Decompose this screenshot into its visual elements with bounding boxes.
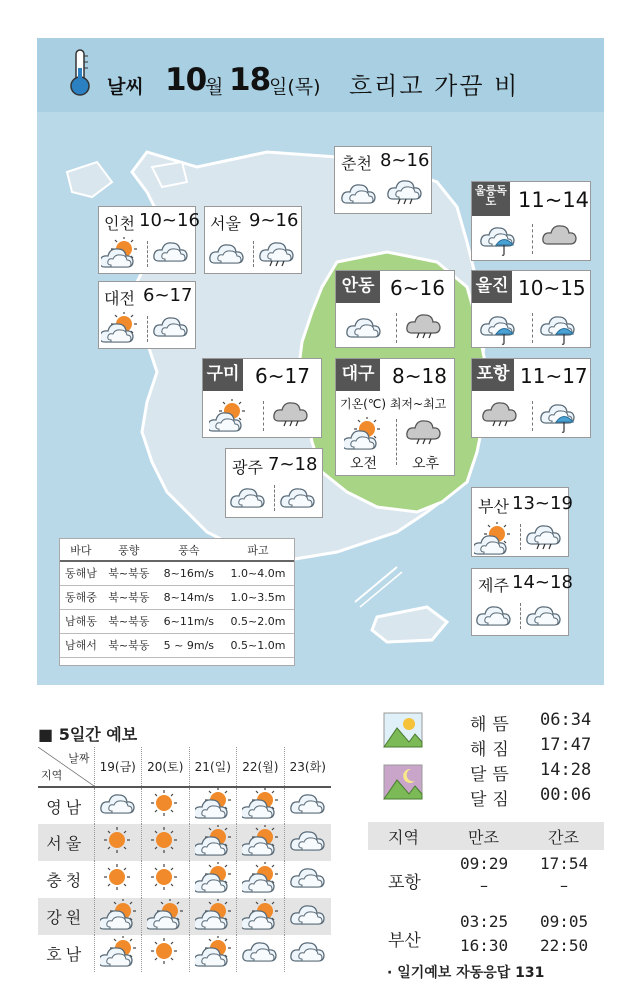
header-day: 18 [229, 62, 271, 98]
divider [396, 419, 397, 465]
forecast-date: 23(화) [284, 747, 331, 787]
divider [532, 313, 533, 343]
city-temp: 6~17 [255, 364, 310, 388]
cloud-gray-icon [542, 222, 578, 252]
forecast-cell [284, 898, 331, 935]
umbrella-rain-icon [540, 399, 578, 433]
city-tag: 울진 [472, 271, 512, 303]
sunny-icon [147, 789, 183, 819]
forecast-cell [237, 824, 285, 861]
forecast-cell [142, 787, 190, 824]
header-month: 10 [165, 62, 207, 98]
forecast-cell [284, 824, 331, 861]
city-card-jeju [471, 568, 573, 636]
cloudy-icon [100, 789, 136, 819]
forecast-row [38, 935, 331, 972]
divider [253, 241, 254, 267]
legend-pm: 오후 [412, 456, 440, 472]
cloud-gray-rain-icon [273, 399, 309, 431]
tide-high-1: 03:25 [460, 912, 509, 931]
sea-header: 풍속 [156, 539, 222, 561]
tide-region: 부산 [388, 931, 421, 951]
divider [532, 224, 533, 254]
city-tag: 대구 [336, 359, 380, 391]
city-temp: 13~19 [512, 493, 573, 514]
corner-region-label: 지역 [41, 769, 63, 782]
city-card-pohang [471, 358, 591, 438]
cloudy-icon [346, 313, 382, 343]
cloudy-icon [280, 483, 316, 513]
sunrise-icon [383, 712, 423, 748]
partly-cloudy-icon [100, 936, 136, 968]
tide-high-2: 16:30 [460, 936, 509, 955]
header-label: 날씨 [107, 76, 144, 98]
forecast-cell [94, 824, 142, 861]
forecast-date: 22(월) [237, 747, 285, 787]
partly-cloudy-icon [242, 788, 278, 820]
cloudy-icon [290, 826, 326, 856]
partly-cloudy-icon [242, 825, 278, 857]
sea-cell: 0.5~2.0m [222, 609, 294, 633]
forecast-corner [38, 747, 94, 787]
cloud-gray-rain-icon [406, 311, 442, 343]
sunrise-time: 06:34 [540, 710, 592, 730]
forecast-cell [94, 787, 142, 824]
city-temp: 10~16 [139, 210, 200, 231]
forecast-cell [237, 898, 285, 935]
tide-low-1: 17:54 [540, 854, 589, 873]
sea-row [60, 561, 294, 585]
partly-cloudy-icon [242, 862, 278, 894]
tide-low-2: 22:50 [540, 936, 589, 955]
sea-cell: 북~북동 [102, 609, 156, 633]
cloudy-rain-icon [387, 175, 423, 207]
sunny-icon [147, 937, 183, 967]
sunset-time: 17:47 [540, 735, 592, 755]
moonrise-label: 달뜸 [470, 765, 515, 785]
city-temp: 7~18 [268, 454, 318, 475]
forecast-cell [142, 824, 190, 861]
tide-header: 지역 [388, 828, 419, 847]
umbrella-rain-icon [480, 311, 518, 345]
city-name: 춘천 [341, 154, 372, 173]
sea-cell: 북~북동 [102, 561, 156, 585]
tide-table [368, 822, 604, 968]
sea-header-row [60, 539, 294, 561]
forecast-cell [94, 898, 142, 935]
forecast-region: 서울 [38, 824, 94, 861]
forecast-date: 21(일) [189, 747, 237, 787]
forecast-cell [284, 935, 331, 972]
forecast-cell [142, 861, 190, 898]
cloudy-icon [526, 601, 562, 631]
cloudy-icon [290, 900, 326, 930]
umbrella-rain-icon [540, 311, 578, 345]
partly-cloudy-icon [100, 899, 136, 931]
divider [520, 524, 521, 550]
forecast-cell [189, 935, 237, 972]
partly-cloudy-icon [195, 825, 231, 857]
cloudy-icon [230, 483, 266, 513]
forecast-cell [237, 787, 285, 824]
weather-map-panel [37, 38, 604, 685]
tide-header: 간조 [548, 828, 579, 847]
moonset-time: 00:06 [540, 785, 592, 805]
divider [274, 485, 275, 511]
forecast-table [38, 747, 331, 972]
partly-cloudy-icon [101, 312, 137, 344]
tide-row-busan [368, 910, 604, 968]
sea-cell: 8~16m/s [156, 561, 222, 585]
cloud-gray-rain-icon [482, 399, 518, 431]
forecast-row [38, 787, 331, 824]
partly-cloudy-icon [344, 417, 380, 451]
forecast-cell [189, 898, 237, 935]
divider [147, 316, 148, 342]
tide-row-pohang [368, 850, 604, 910]
sea-header: 바다 [60, 539, 102, 561]
tide-high-2: – [480, 876, 488, 895]
city-card-gwangju [225, 448, 323, 518]
sea-cell: 6~11m/s [156, 609, 222, 633]
sea-cell: 1.0~4.0m [222, 561, 294, 585]
header-condition: 흐리고 가끔 비 [349, 72, 520, 100]
partly-cloudy-icon [195, 862, 231, 894]
partly-cloudy-icon [101, 237, 137, 269]
tide-low-1: 09:05 [540, 912, 589, 931]
city-card-incheon [98, 206, 200, 274]
partly-cloudy-icon [195, 788, 231, 820]
forecast-region: 영남 [38, 787, 94, 824]
forecast-region: 강원 [38, 898, 94, 935]
moonrise-icon [383, 764, 423, 800]
sea-cell: 5 ~ 9m/s [156, 633, 222, 657]
thermometer-icon [67, 48, 93, 98]
phone-service-note: · 일기예보 자동응답 131 [387, 965, 545, 981]
legend-am: 오전 [350, 456, 378, 472]
sea-cell: 남해서 [60, 633, 102, 657]
partly-cloudy-icon [195, 899, 231, 931]
sunny-icon [147, 863, 183, 893]
forecast-cell [237, 861, 285, 898]
cloudy-icon [476, 601, 512, 631]
sea-cell: 동해남 [60, 561, 102, 585]
sea-header: 풍향 [102, 539, 156, 561]
sea-conditions-table [59, 538, 295, 666]
sea-cell: 북~북동 [102, 585, 156, 609]
partly-cloudy-icon [195, 936, 231, 968]
cloudy-rain-icon [526, 520, 562, 552]
tide-high-1: 09:29 [460, 854, 509, 873]
city-tag: 구미 [203, 359, 243, 391]
cloudy-icon [341, 179, 377, 209]
forecast-row [38, 824, 331, 861]
sea-cell: 남해동 [60, 609, 102, 633]
forecast-header-row [38, 747, 331, 787]
divider [520, 603, 521, 629]
city-temp: 9~16 [249, 210, 299, 231]
forecast-date: 19(금) [94, 747, 142, 787]
forecast-title: ■ 5일간 예보 [38, 725, 138, 744]
forecast-cell [284, 861, 331, 898]
header-day-unit: 일(목) [269, 76, 321, 98]
forecast-region: 충청 [38, 861, 94, 898]
city-name: 부산 [478, 497, 509, 516]
city-tag: 울릉독도 [472, 182, 510, 216]
city-tag: 안동 [336, 271, 380, 303]
city-tag: 포항 [472, 359, 514, 391]
city-name: 광주 [232, 458, 263, 477]
cloudy-icon [153, 312, 189, 342]
city-card-seoul [204, 206, 302, 274]
forecast-cell [237, 935, 285, 972]
forecast-region: 호남 [38, 935, 94, 972]
sunrise-label: 해뜸 [470, 715, 515, 735]
city-card-uljin [471, 270, 591, 348]
city-card-andong [335, 270, 455, 348]
cloudy-icon [290, 863, 326, 893]
forecast-row [38, 898, 331, 935]
sea-header: 파고 [222, 539, 294, 561]
cloudy-icon [242, 937, 278, 967]
tide-low-2: – [560, 876, 568, 895]
sea-row [60, 633, 294, 657]
city-name: 제주 [478, 576, 509, 595]
city-temp: 6~16 [390, 276, 445, 300]
moonset-label: 달짐 [470, 790, 515, 810]
city-card-busan [471, 487, 573, 557]
header-month-unit: 월 [205, 76, 224, 98]
city-card-daegu [335, 358, 455, 476]
city-card-daejeon [98, 281, 196, 349]
cloud-gray-rain-icon [406, 417, 442, 449]
partly-cloudy-icon [147, 899, 183, 931]
city-card-gumi [202, 358, 322, 438]
forecast-row [38, 861, 331, 898]
forecast-date: 20(토) [142, 747, 190, 787]
header-bar [37, 38, 604, 112]
sea-cell: 동해중 [60, 585, 102, 609]
forecast-cell [94, 861, 142, 898]
city-name: 서울 [210, 214, 241, 233]
legend-title: 기온(℃) 최저~최고 [340, 397, 447, 411]
forecast-cell [142, 935, 190, 972]
city-name: 인천 [104, 214, 135, 233]
forecast-cell [94, 935, 142, 972]
sea-row [60, 609, 294, 633]
city-temp: 10~15 [518, 276, 586, 300]
city-card-chuncheon [334, 146, 432, 214]
forecast-cell [189, 861, 237, 898]
tide-header-row [368, 822, 604, 850]
sunny-icon [100, 826, 136, 856]
city-temp: 8~16 [380, 150, 430, 171]
partly-cloudy-icon [242, 899, 278, 931]
forecast-cell [189, 787, 237, 824]
city-temp: 14~18 [512, 572, 573, 593]
sunset-label: 해짐 [470, 740, 515, 760]
divider [263, 401, 264, 431]
sea-cell: 1.0~3.5m [222, 585, 294, 609]
cloudy-icon [290, 937, 326, 967]
divider [396, 313, 397, 343]
moonrise-time: 14:28 [540, 760, 592, 780]
partly-cloudy-icon [474, 522, 510, 556]
divider [532, 401, 533, 431]
partly-cloudy-icon [209, 399, 245, 433]
city-card-ulleung [471, 181, 591, 261]
sea-cell: 0.5~1.0m [222, 633, 294, 657]
forecast-cell [284, 787, 331, 824]
divider [147, 241, 148, 267]
sea-cell: 8~14m/s [156, 585, 222, 609]
city-temp: 6~17 [143, 285, 193, 306]
umbrella-rain-icon [480, 222, 518, 256]
corner-date-label: 날짜 [68, 752, 90, 765]
sunny-icon [147, 826, 183, 856]
city-temp: 8~18 [392, 364, 447, 388]
cloudy-icon [153, 237, 189, 267]
forecast-cell [189, 824, 237, 861]
forecast-cell [142, 898, 190, 935]
cloudy-icon [290, 789, 326, 819]
tide-region: 포항 [388, 873, 421, 893]
city-name: 대전 [104, 289, 135, 308]
sunny-icon [100, 863, 136, 893]
cloudy-rain-icon [259, 237, 295, 269]
tide-header: 만조 [468, 828, 499, 847]
sea-row [60, 585, 294, 609]
city-temp: 11~17 [520, 364, 588, 388]
sea-cell: 북~북동 [102, 633, 156, 657]
cloudy-icon [209, 239, 245, 269]
city-temp: 11~14 [518, 188, 590, 212]
